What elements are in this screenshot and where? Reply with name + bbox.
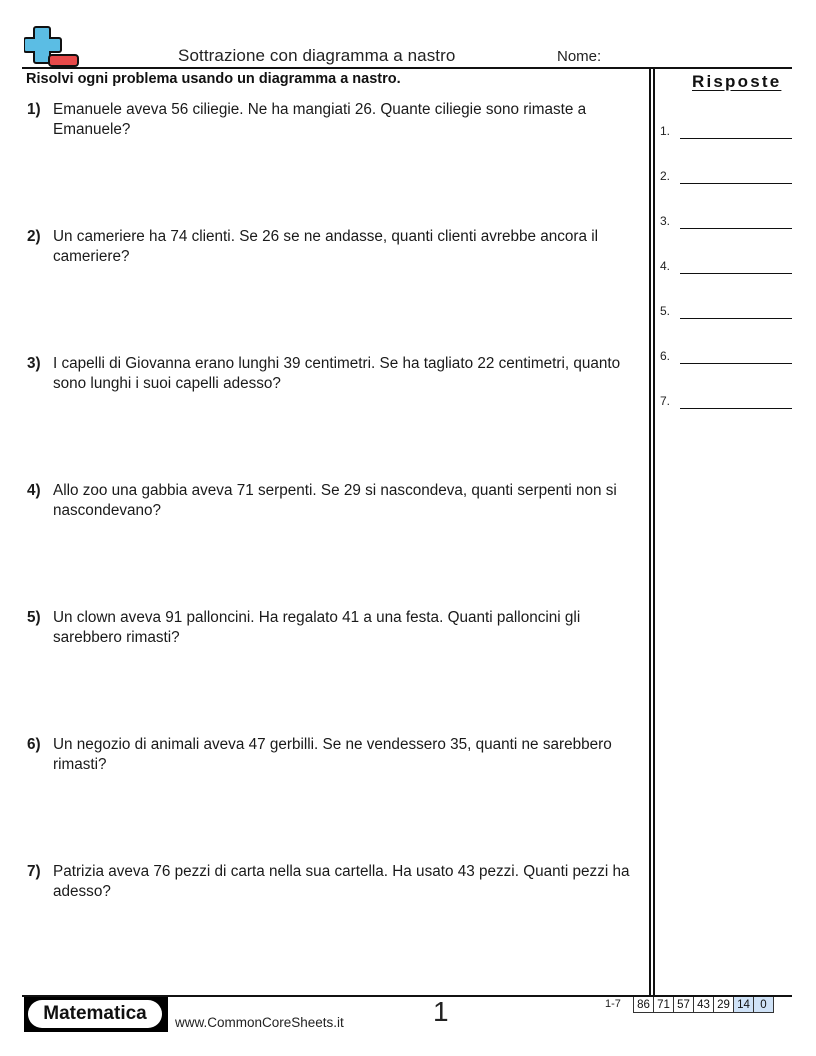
answer-number: 1. (660, 124, 671, 138)
problem-text: Un cameriere ha 74 clienti. Se 26 se ne andasse, quanti clienti avrebbe ancora il cameriere? (53, 228, 599, 265)
answer-field-4[interactable] (660, 259, 792, 279)
problem-range: 1-7 (605, 998, 621, 1010)
score-key-cell: 43 (693, 997, 713, 1012)
score-key-cell-highlighted: 14 (733, 997, 753, 1012)
score-key-table (633, 997, 774, 1013)
answer-number: 7. (660, 394, 671, 408)
answer-field-6[interactable] (660, 349, 792, 369)
header-divider (22, 67, 792, 69)
problem-number: 3) (27, 355, 41, 372)
problem-5 (27, 608, 647, 648)
brand-logo (24, 997, 168, 1032)
answer-number: 3. (660, 214, 671, 228)
problem-text: Patrizia aveva 76 pezzi di carta nella sua cartella. Ha usato 43 pezzi. Quanti pezzi ha adesso? (53, 863, 630, 900)
problem-text: Allo zoo una gabbia aveva 71 serpenti. Se 29 si nascondeva, quanti serpenti non si nascondevano? (53, 482, 617, 519)
problem-7 (27, 862, 647, 902)
answer-field-7[interactable] (660, 394, 792, 414)
problem-text: Un clown aveva 91 palloncini. Ha regalato 41 a una festa. Quanti palloncini gli sarebbero rimasti? (53, 609, 581, 646)
problem-text: Un negozio di animali aveva 47 gerbilli. Se ne vendessero 35, quanti ne sarebbero rimasti? (53, 736, 612, 773)
score-key-cell: 29 (713, 997, 733, 1012)
score-key-cell-highlighted: 0 (753, 997, 773, 1012)
site-url: www.CommonCoreSheets.it (175, 1015, 344, 1030)
problem-number: 7) (27, 863, 41, 880)
problem-4 (27, 481, 647, 521)
answer-line[interactable] (680, 273, 792, 274)
plus-minus-logo-icon (24, 25, 80, 69)
answer-line[interactable] (680, 363, 792, 364)
answer-number: 5. (660, 304, 671, 318)
answer-field-3[interactable] (660, 214, 792, 234)
answer-field-5[interactable] (660, 304, 792, 324)
answer-line[interactable] (680, 318, 792, 319)
problem-number: 4) (27, 482, 41, 499)
answer-line[interactable] (680, 183, 792, 184)
problem-number: 1) (27, 101, 41, 118)
problem-number: 2) (27, 228, 41, 245)
name-field-label: Nome: (557, 48, 602, 65)
score-key-cell: 71 (653, 997, 673, 1012)
problem-3 (27, 354, 647, 394)
worksheet-title: Sottrazione con diagramma a nastro (178, 46, 456, 65)
score-key-cell: 86 (637, 998, 650, 1011)
answers-heading: Risposte (692, 72, 782, 91)
problem-number: 5) (27, 609, 41, 626)
problem-text: I capelli di Giovanna erano lunghi 39 centimetri. Se ha tagliato 22 centimetri, quanto sono lunghi i suoi capelli adesso? (53, 355, 621, 392)
brand-label: Matematica (28, 1000, 162, 1028)
answer-line[interactable] (680, 408, 792, 409)
problem-1 (27, 100, 647, 140)
answer-number: 4. (660, 259, 671, 273)
answer-field-1[interactable] (660, 124, 792, 144)
problem-text: Emanuele aveva 56 ciliegie. Ne ha mangiati 26. Quante ciliegie sono rimaste a Emanuele? (53, 101, 587, 138)
answer-number: 6. (660, 349, 671, 363)
instructions: Risolvi ogni problema usando un diagramma a nastro. (26, 71, 401, 87)
answer-line[interactable] (680, 138, 792, 139)
answer-line[interactable] (680, 228, 792, 229)
column-divider (653, 69, 655, 996)
problem-2 (27, 227, 647, 267)
score-key-cell: 57 (673, 997, 693, 1012)
problem-number: 6) (27, 736, 41, 753)
answer-number: 2. (660, 169, 671, 183)
column-divider (649, 69, 651, 996)
answer-field-2[interactable] (660, 169, 792, 189)
page-number: 1 (433, 996, 449, 1027)
problem-6 (27, 735, 647, 775)
